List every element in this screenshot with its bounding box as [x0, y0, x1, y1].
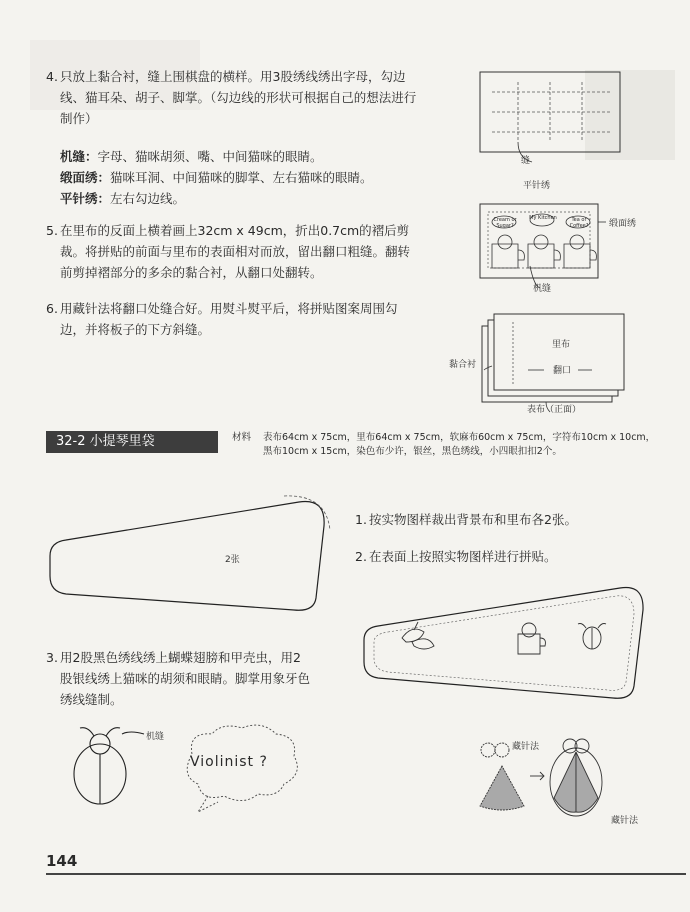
label-satin-stitch: 缎面绣 — [609, 219, 637, 229]
step-5-text: 在里布的反面上横着画上32cm x 49cm，折出0.7cm的褶后剪裁。将拼贴的前面与里布的表面相对而放，留出翻口粗缝。翻转前剪掉褶部分的多余的黏合衬，从翻口处翻转。 — [60, 223, 411, 280]
step-2 — [355, 546, 675, 568]
pattern-piece — [44, 490, 344, 620]
note-machine — [60, 146, 420, 167]
note-satin-text: 猫咪耳洞、中间猫咪的脚掌、左右猫咪的眼睛。 — [110, 170, 373, 185]
step-2-number: 2. — [355, 549, 367, 564]
hidden-stitch-diagram — [474, 736, 614, 836]
bottom-label-machine: 机缝 — [146, 732, 165, 742]
cup-text-right: Tea or Coffee? — [569, 217, 589, 229]
section-title-bar: 32-2 小提琴里袋 — [46, 431, 218, 453]
note-running — [60, 188, 420, 209]
speech-text: Violinist ? — [190, 754, 268, 770]
materials-label: 材料 — [232, 432, 252, 443]
step-5 — [46, 220, 426, 284]
bottom-label-hidden-1: 藏针法 — [512, 742, 540, 752]
diagram-layered-fabric — [476, 308, 646, 418]
step-3-text: 用2股黑色绣线绣上蝴蝶翅膀和甲壳虫，用2股银线绣上猫咪的胡须和眼睛。脚掌用象牙色绣线缝制。 — [60, 650, 311, 707]
materials-text: 表布64cm x 75cm，里布64cm x 75cm，软麻布60cm x 75cm，字符布10cm x 10cm，黑布10cm x 15cm，染色布少许，银丝，黑色绣线，小四眼扣扣2个。 — [263, 432, 656, 457]
page-number: 144 — [46, 852, 78, 870]
note-machine-text: 字母、猫咪胡须、嘴、中间猫咪的眼睛。 — [97, 149, 323, 164]
step-4-notes — [60, 146, 420, 209]
step-4-number: 4. — [46, 69, 58, 84]
label-opening: 翻口 — [553, 366, 572, 376]
label-running-stitch: 平针绣 — [523, 181, 551, 191]
note-satin — [60, 167, 420, 188]
note-running-text: 左右勾边线。 — [110, 191, 186, 206]
step-4-text: 只放上黏合衬，缝上围棋盘的横样。用3股绣线绣出字母，勾边线、猫耳朵、胡子、脚掌。（勾边线的形状可根据自己的想法进行制作） — [60, 69, 417, 126]
step-1-text: 按实物图样裁出背景布和里布各2张。 — [369, 512, 577, 527]
step-1-number: 1. — [355, 512, 367, 527]
applique-pattern-piece — [358, 580, 658, 710]
step-1 — [355, 509, 675, 531]
note-running-label: 平针绣： — [60, 191, 111, 206]
step-2-text: 在表面上按照实物图样进行拼贴。 — [369, 549, 557, 564]
label-outer-fabric: 表布（正面） — [527, 405, 582, 415]
diagram-cups-panel — [478, 200, 638, 300]
step-6-number: 6. — [46, 301, 58, 316]
label-machine-stitch: 机缝 — [533, 284, 552, 294]
step-3 — [46, 647, 326, 711]
step-3-number: 3. — [46, 650, 58, 665]
step-4 — [46, 66, 426, 126]
label-seam: 缝 — [521, 156, 531, 166]
note-satin-label: 缎面绣： — [60, 170, 111, 185]
step-6 — [46, 298, 426, 342]
page-rule — [46, 873, 686, 875]
label-interfacing: 黏合衬 — [449, 360, 477, 370]
note-machine-label: 机缝： — [60, 149, 98, 164]
pattern-count-label: 2张 — [225, 555, 240, 565]
cup-text-left: Cream or Sugar? — [493, 217, 517, 229]
cup-text-mid: My Kitchen — [529, 215, 557, 221]
bottom-label-hidden-2: 藏针法 — [611, 816, 639, 826]
step-6-text: 用藏针法将翻口处缝合好。用熨斗熨平后，将拼贴图案周围勾边，并将板子的下方斜缝。 — [60, 301, 398, 337]
step-5-number: 5. — [46, 223, 58, 238]
diagram-grid-panel — [478, 70, 638, 190]
label-lining: 里布 — [552, 340, 571, 350]
